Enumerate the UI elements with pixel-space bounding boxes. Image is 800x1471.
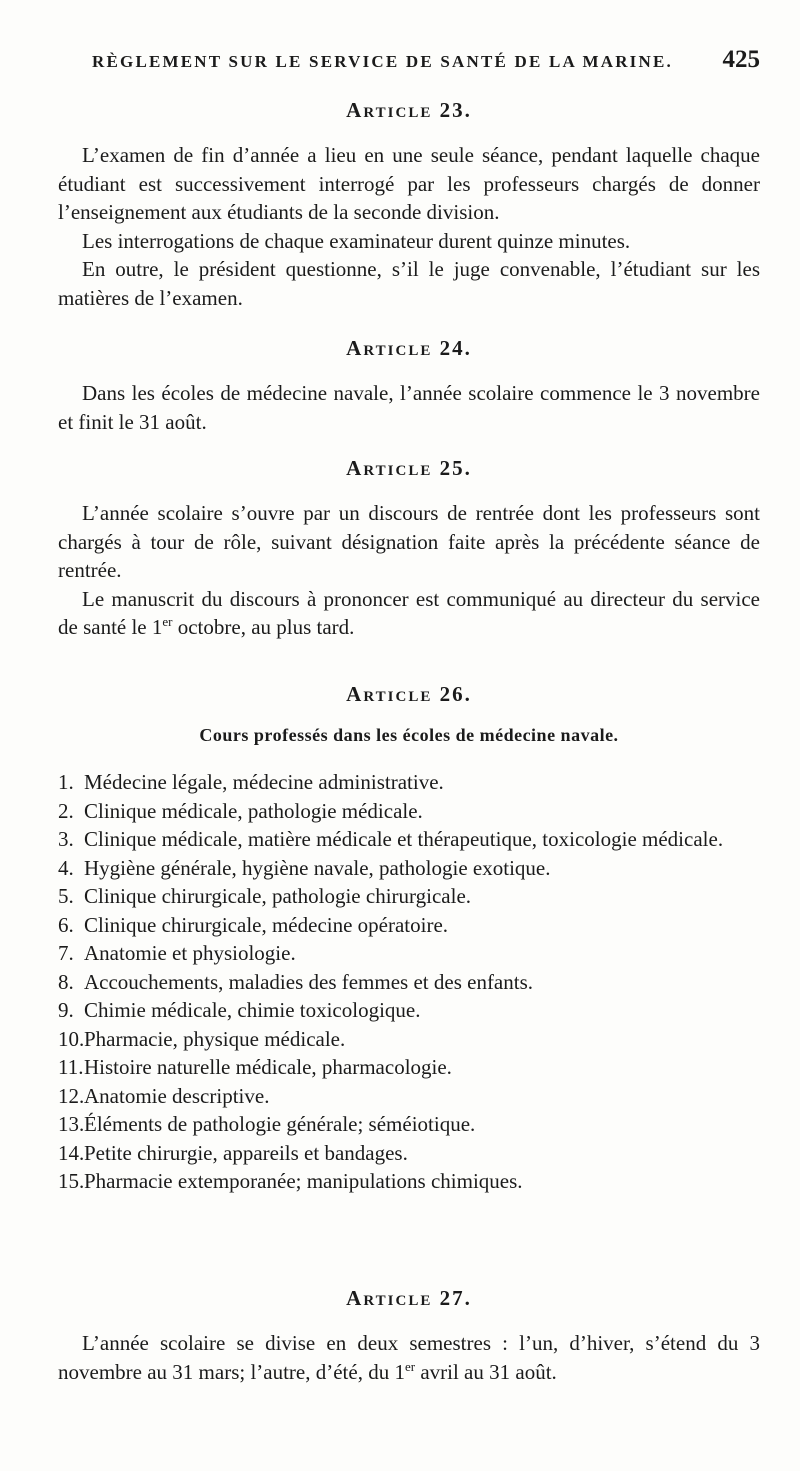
list-item [58, 1139, 760, 1168]
running-title: RÈGLEMENT SUR LE SERVICE DE SANTÉ DE LA MARINE. [92, 52, 673, 71]
course-number: 2. [58, 798, 74, 823]
article-24-paragraph-1: Dans les écoles de médecine navale, l’année scolaire commence le 3 novembre et finit le 31 août. [58, 381, 760, 434]
course-text: Clinique médicale, matière médicale et thérapeutique, toxicologie médicale. [84, 827, 724, 851]
list-item [58, 1053, 760, 1082]
course-text: Anatomie descriptive. [84, 1083, 270, 1108]
list-item [58, 825, 760, 854]
course-text: Clinique chirurgicale, pathologie chirurgicale. [84, 884, 472, 908]
page-number: 425 [722, 46, 760, 73]
article-23-paragraph-2: Les interrogations de chaque examinateur durent quinze minutes. [82, 228, 631, 253]
course-text: Pharmacie, physique médicale. [84, 1026, 346, 1051]
list-item [58, 1025, 760, 1054]
article-27 [58, 1286, 760, 1386]
course-text: Pharmacie extemporanée; manipulations chimiques. [84, 1169, 523, 1193]
course-text: Éléments de pathologie générale; séméiotique. [84, 1112, 476, 1136]
article-24 [58, 336, 760, 436]
course-number: 4. [58, 855, 74, 880]
course-number: 7. [58, 941, 74, 965]
article-24-title: Article 24. [346, 336, 472, 360]
course-number: 14. [58, 1140, 85, 1165]
course-text: Petite chirurgie, appareils et bandages. [84, 1140, 408, 1165]
list-item [58, 1110, 760, 1139]
course-number: 3. [58, 827, 74, 851]
course-list [58, 768, 760, 1196]
article-26 [58, 682, 760, 1196]
course-number: 6. [58, 912, 74, 937]
article-23 [58, 98, 760, 312]
course-text: Clinique chirurgicale, médecine opératoire. [84, 912, 449, 937]
course-number: 8. [58, 969, 74, 994]
list-item [58, 968, 760, 997]
article-23-paragraph-3: En outre, le président questionne, s’il le juge convenable, l’étudiant sur les matières de l’examen. [58, 257, 760, 310]
course-number: 5. [58, 884, 74, 908]
course-text: Anatomie et physiologie. [84, 941, 296, 965]
course-text: Accouchements, maladies des femmes et des enfants. [84, 969, 534, 994]
list-item [58, 1082, 760, 1111]
list-item [58, 996, 760, 1025]
list-item [58, 854, 760, 883]
course-number: 15. [58, 1169, 85, 1193]
course-number: 1. [58, 770, 74, 794]
list-item [58, 1167, 760, 1196]
list-item [58, 911, 760, 940]
running-head [92, 46, 760, 80]
course-text: Médecine légale, médecine administrative. [84, 770, 444, 794]
course-number: 11. [58, 1055, 84, 1079]
course-number: 9. [58, 998, 74, 1022]
article-25-paragraph-2: Le manuscrit du discours à prononcer est communiqué au directeur du service de santé le 1er octobre, au plus tard. [58, 586, 760, 639]
list-item [58, 797, 760, 826]
list-item [58, 939, 760, 968]
course-text: Chimie médicale, chimie toxicologique. [84, 998, 421, 1022]
article-25 [58, 456, 760, 642]
list-item [58, 882, 760, 911]
course-list-heading: Cours professés dans les écoles de médecine navale. [199, 725, 619, 745]
article-25-title: Article 25. [346, 456, 472, 480]
course-number: 10. [58, 1026, 85, 1051]
article-25-paragraph-1: L’année scolaire s’ouvre par un discours de rentrée dont les professeurs sont chargés à tour de rôle, suivant désignation faite après la précédente séance de rentrée. [58, 501, 760, 582]
course-text: Clinique médicale, pathologie médicale. [84, 798, 423, 823]
article-26-title: Article 26. [346, 682, 472, 706]
article-23-title: Article 23. [346, 98, 472, 122]
article-27-title: Article 27. [346, 1286, 472, 1310]
course-text: Hygiène générale, hygiène navale, pathologie exotique. [84, 855, 551, 880]
list-item [58, 768, 760, 797]
article-27-paragraph-1: L’année scolaire se divise en deux semestres : l’un, d’hiver, s’étend du 3 novembre au 31 mars; l’autre, d’été, du 1er avril au 31 août. [58, 1331, 760, 1384]
course-text: Histoire naturelle médicale, pharmacologie. [84, 1055, 452, 1079]
course-number: 13. [58, 1112, 85, 1136]
course-number: 12. [58, 1083, 85, 1108]
article-23-paragraph-1: L’examen de fin d’année a lieu en une seule séance, pendant laquelle chaque étudiant est successivement interrogé par les professeurs chargés de donner l’enseignement aux étudiants de la seconde division. [58, 143, 760, 224]
